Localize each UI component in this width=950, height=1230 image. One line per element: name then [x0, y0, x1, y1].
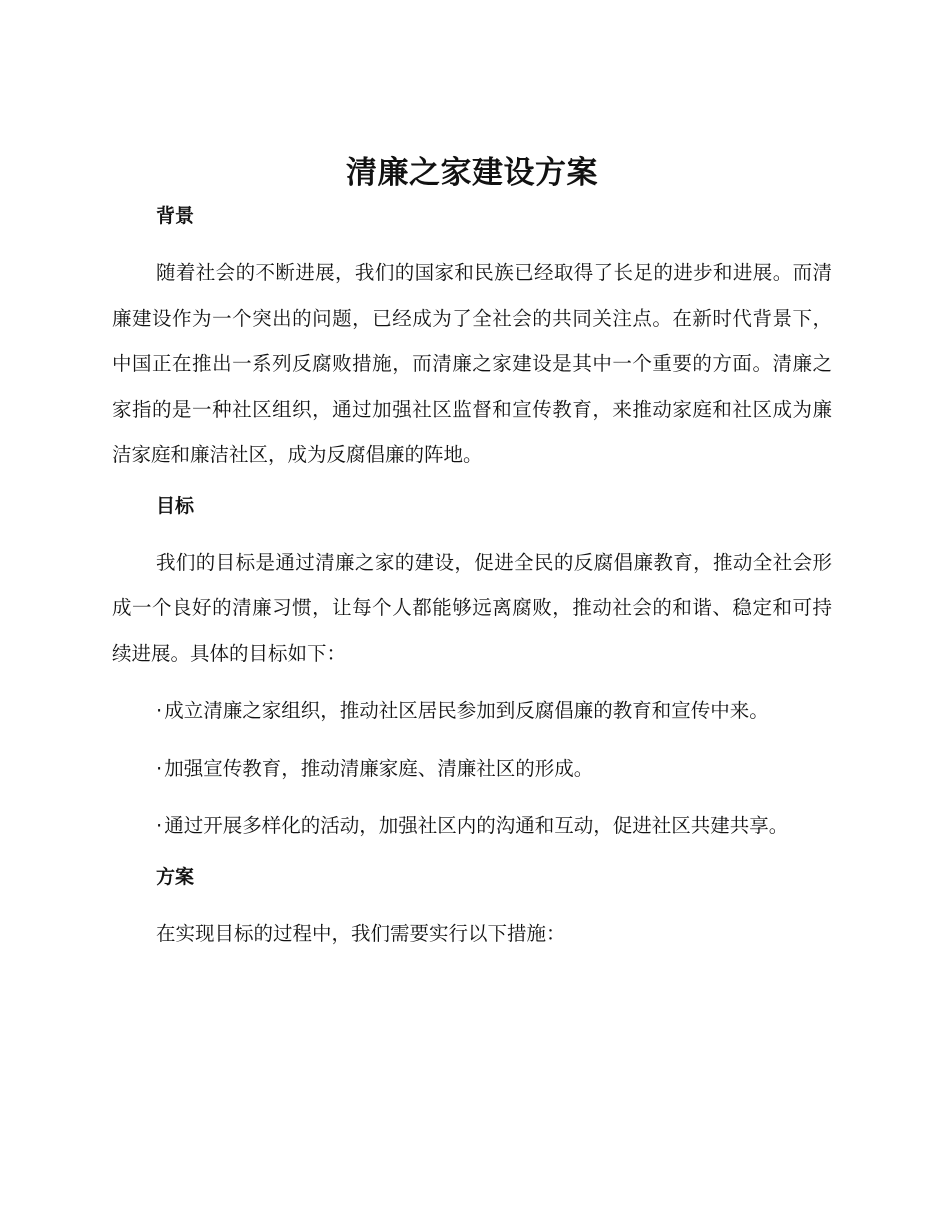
bullet-item — [112, 803, 832, 849]
paragraph: 在实现目标的过程中，我们需要实行以下措施： — [156, 921, 566, 945]
section-heading: 目标 — [156, 494, 195, 517]
bullet-item — [112, 746, 832, 792]
section-goals — [112, 490, 832, 849]
bullet-dot-icon: · — [156, 814, 163, 837]
bullet-text: 通过开展多样化的活动，加强社区内的沟通和互动，促进社区共建共享。 — [164, 814, 789, 837]
bullet-text: 成立清廉之家组织，推动社区居民参加到反腐倡廉的教育和宣传中来。 — [164, 699, 769, 722]
section-heading: 方案 — [156, 865, 195, 888]
section-background — [112, 200, 832, 478]
paragraph: 我们的目标是通过清廉之家的建设，促进全民的反腐倡廉教育，推动全社会形成一个良好的清廉习惯，让每个人都能够远离腐败，推动社会的和谐、稳定和可持续进展。具体的目标如下： — [112, 550, 832, 665]
bullet-dot-icon: · — [156, 756, 163, 780]
section-plan — [112, 861, 832, 957]
paragraph: 随着社会的不断进展，我们的国家和民族已经取得了长足的进步和进展。而清廉建设作为一个突出的问题，已经成为了全社会的共同关注点。在新时代背景下，中国正在推出一系列反腐败措施，而清廉之家建设是其中一个重要的方面。清廉之家指的是一种社区组织，通过加强社区监督和宣传教育，来推动家庭和社区成为廉洁家庭和廉洁社区，成为反腐倡廉的阵地。 — [112, 261, 832, 466]
bullet-text: 加强宣传教育，推动清廉家庭、清廉社区的形成。 — [164, 756, 594, 780]
bullet-item — [112, 688, 832, 734]
document-content — [112, 150, 832, 968]
section-heading: 背景 — [156, 205, 195, 227]
bullet-dot-icon: · — [156, 699, 163, 722]
document-title: 清廉之家建设方案 — [346, 155, 598, 191]
